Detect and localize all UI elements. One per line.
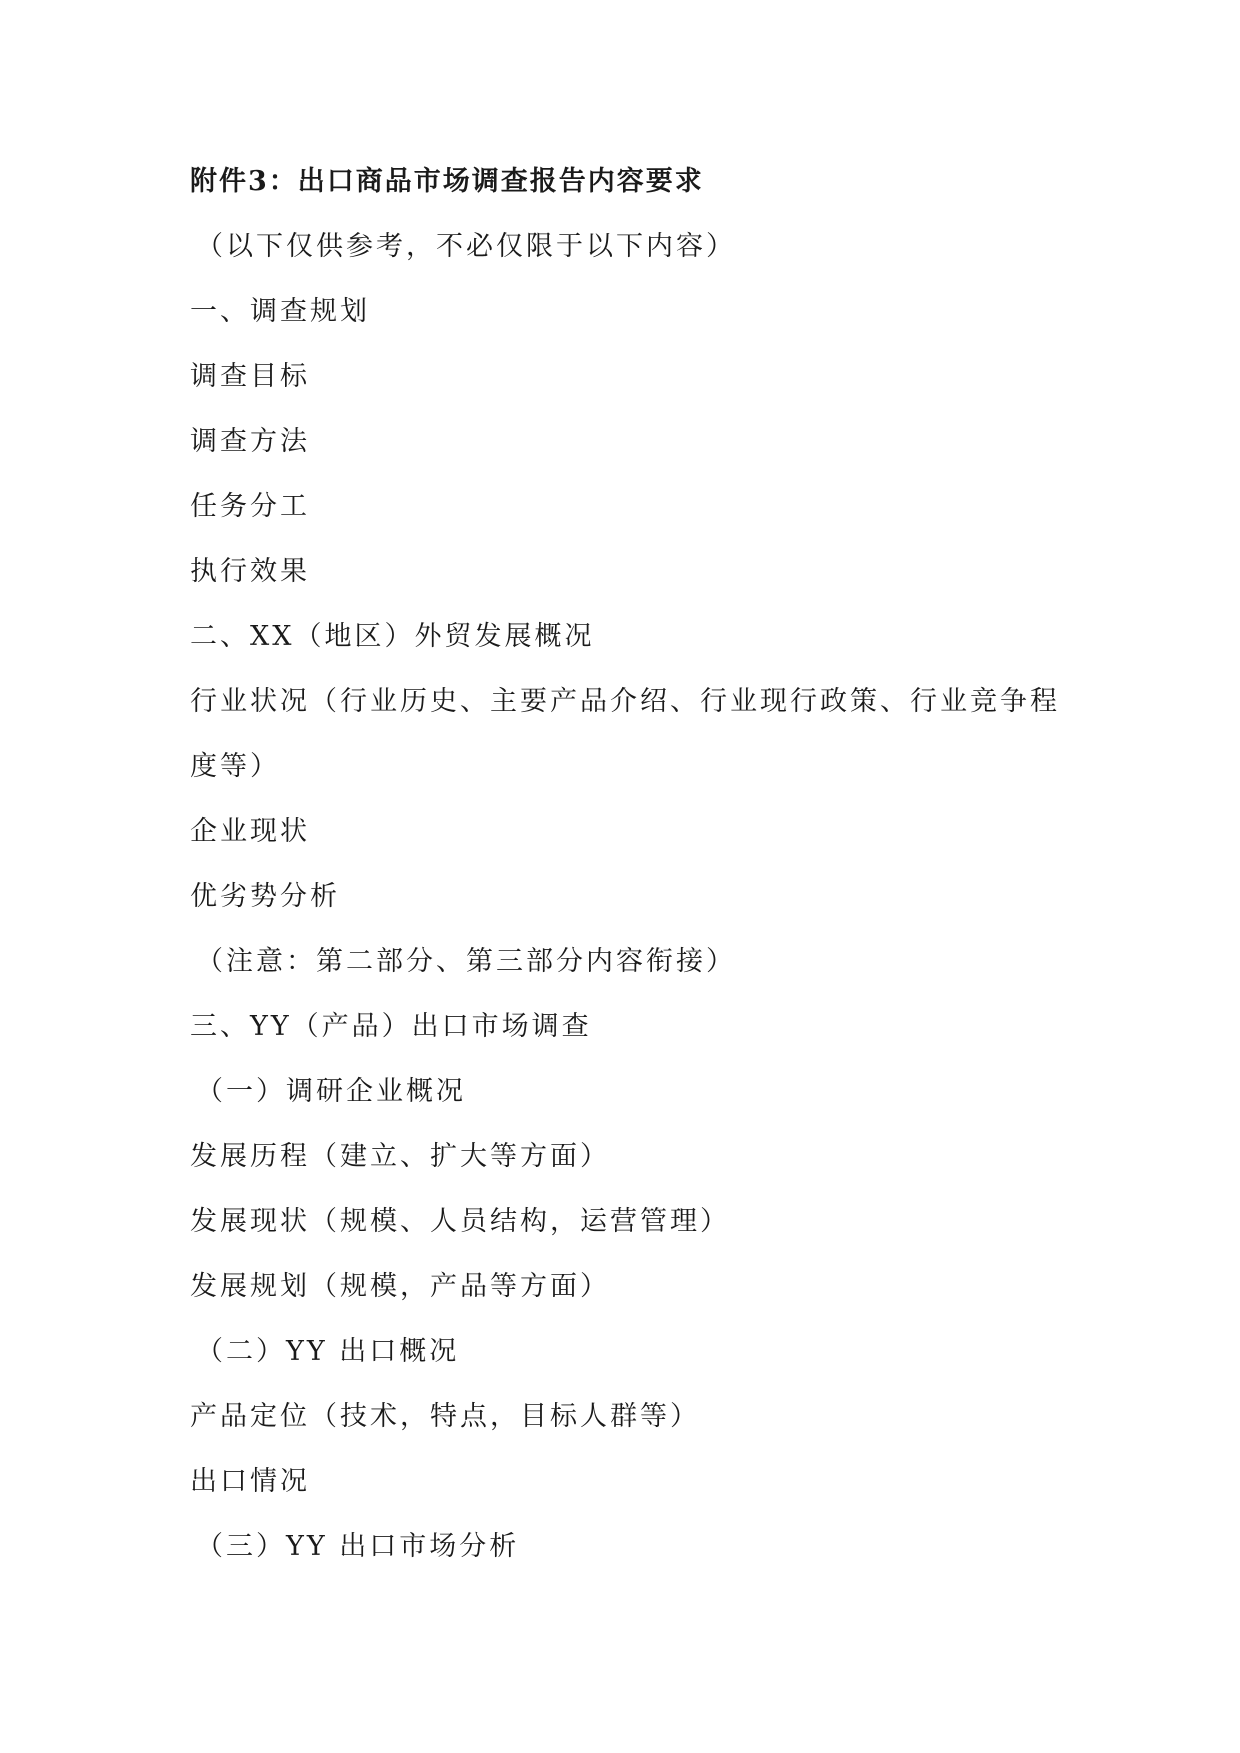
- document-title: 附件3：出口商品市场调查报告内容要求: [190, 166, 704, 197]
- list-item: 发展历程（建立、扩大等方面）: [190, 1141, 610, 1172]
- note-line: （以下仅供参考，不必仅限于以下内容）: [196, 231, 736, 262]
- subsection-heading: （二）YY 出口概况: [196, 1336, 460, 1367]
- list-item: 产品定位（技术，特点，目标人群等）: [190, 1401, 700, 1432]
- list-item: 企业现状: [190, 816, 310, 847]
- list-item: 优劣势分析: [190, 881, 340, 912]
- section-heading-1: 一、调查规划: [190, 296, 370, 327]
- list-item: 发展现状（规模、人员结构，运营管理）: [190, 1206, 730, 1237]
- list-item: 任务分工: [190, 491, 310, 522]
- list-item-continuation: 度等）: [190, 751, 280, 782]
- subsection-heading: （三）YY 出口市场分析: [196, 1531, 520, 1562]
- list-item: 调查方法: [190, 426, 310, 457]
- list-item: 执行效果: [190, 556, 310, 587]
- list-item: 行业状况（行业历史、主要产品介绍、行业现行政策、行业竞争程: [190, 686, 1060, 717]
- section-heading-2: 二、XX（地区）外贸发展概况: [190, 621, 595, 652]
- subsection-heading: （一）调研企业概况: [196, 1076, 466, 1107]
- list-item: 发展规划（规模，产品等方面）: [190, 1271, 610, 1302]
- list-item: 调查目标: [190, 361, 310, 392]
- note-line: （注意：第二部分、第三部分内容衔接）: [196, 946, 736, 977]
- section-heading-3: 三、YY（产品）出口市场调查: [190, 1011, 592, 1042]
- list-item: 出口情况: [190, 1466, 310, 1497]
